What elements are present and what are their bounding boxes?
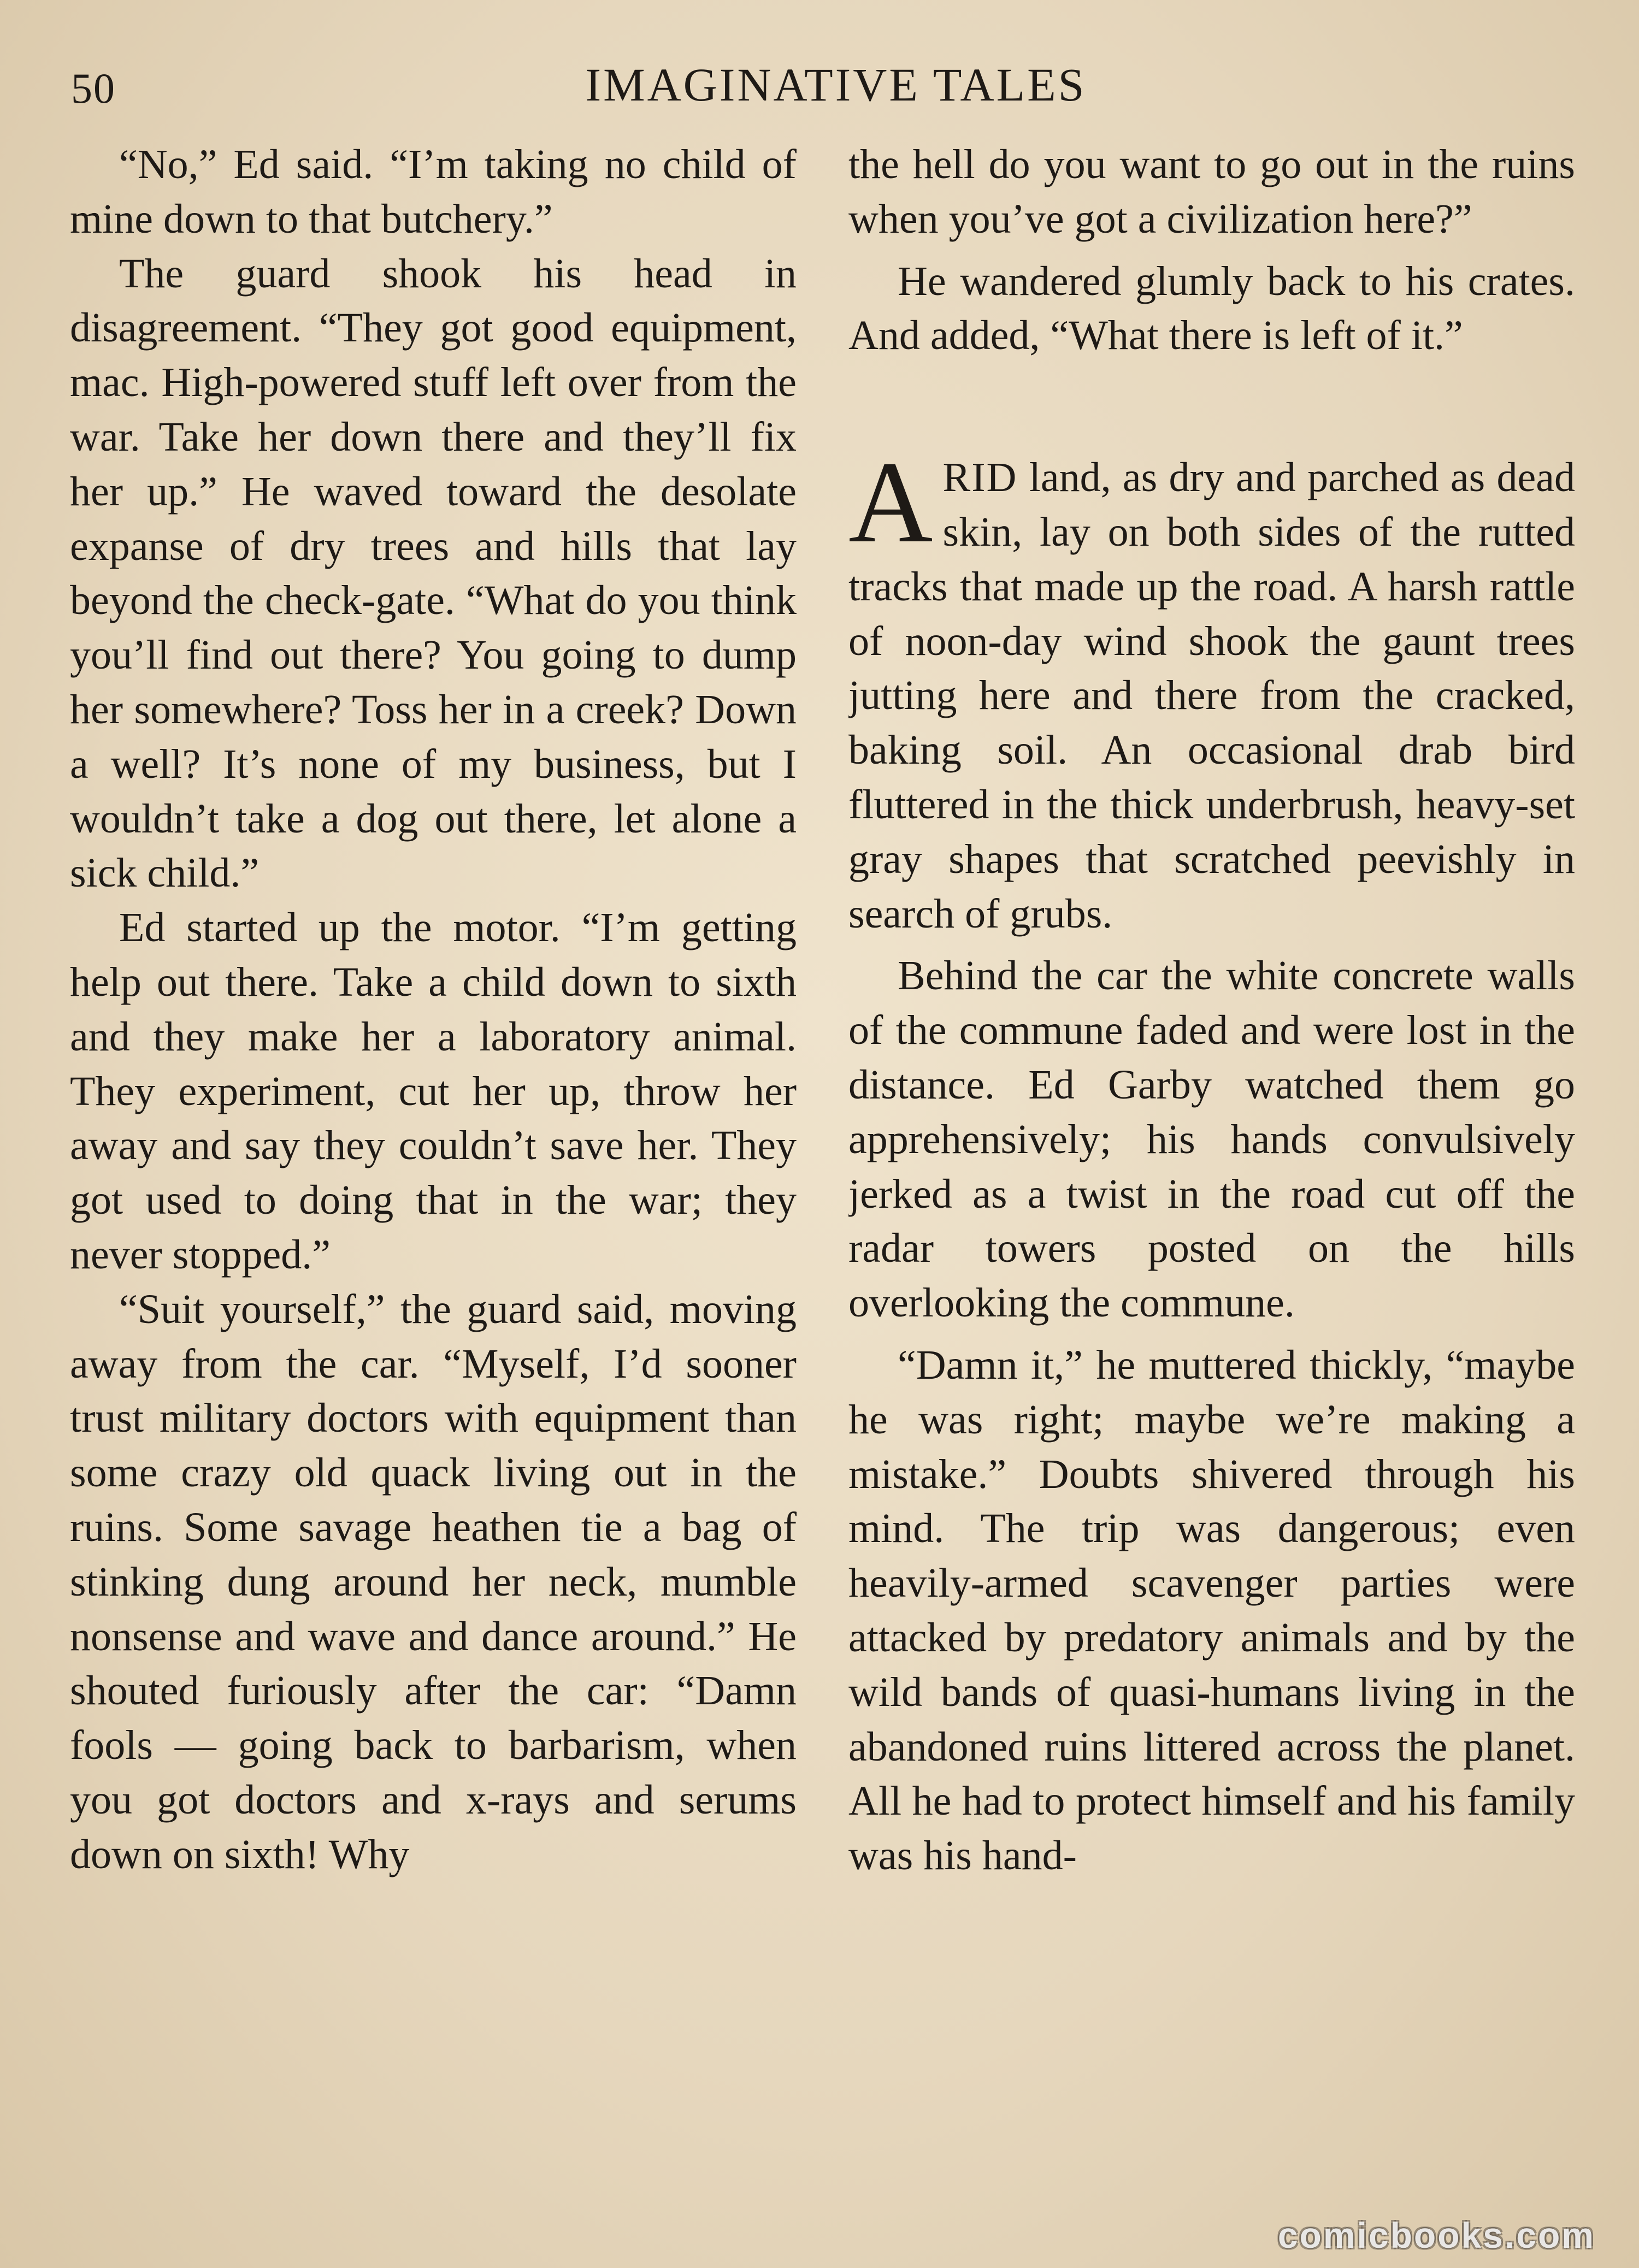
drop-cap: A [848,438,933,568]
paragraph: Behind the car the white concrete walls of the commune faded and were lost in the distance. Ed Garby watched them go apprehensively; his hands convulsively jerked as a twist in the road cut off the radar towers posted on the hills overlooking the commune. [848,953,1575,1326]
running-title: IMAGINATIVE TALES [585,58,1087,111]
paragraph: He wandered glumly back to his crates. And added, “What there is left of it.” [848,258,1575,359]
paragraph: Ed started up the motor. “I’m getting help out there. Take a child down to sixth and they make her a laboratory animal. They experiment, cut her up, throw her away and say they couldn’t save her. They got used to doing that in the war; they never stopped.” [70,905,797,1278]
page-header [71,57,1568,117]
opening-caps: RID [942,454,1018,501]
paragraph: “No,” Ed said. “I’m taking no child of mine down to that butchery.” [70,141,797,242]
paragraph-continued: the hell do you want to go out in the ruins when you’ve got a civilization here?” [848,141,1575,242]
paragraph: “Suit yourself,” the guard said, moving away from the car. “Myself, I’d sooner trust military doctors with equipment than some crazy old quack living out in the ruins. Some savage heathen tie a bag of stinking dung around her neck, mumble nonsense and wave and dance around.” He shouted furiously after the car: “Damn fools — going back to barbarism, when you got doctors and x-rays and serums down on sixth! Why [70,1286,797,1877]
page-number: 50 [71,64,116,112]
left-column [70,138,797,2202]
site-watermark: comicbooks.com [1277,2215,1595,2255]
section-opening-paragraph [848,438,1575,941]
paragraph: The guard shook his head in disagreement. “They got good equipment, mac. High-powered stuff left over from the war. Take her down there and they’ll fix her up.” He waved toward the desolate expanse of dry trees and hills that lay beyond the check-gate. “What do you think you’ll find out there? You going to dump her somewhere? Toss her in a creek? Down a well? It’s none of my business, but I wouldn’t take a dog out there, let alone a sick child.” [70,250,797,896]
right-column [848,138,1575,2202]
opening-text: land, as dry and parched as dead skin, lay on both sides of the rutted tracks that made up the road. A harsh rattle of noon-day wind shook the gaunt trees jutting here and there from the cracked, baking soil. An occasional drab bird fluttered in the thick underbrush, heavy-set gray shapes that scratched peevishly in search of grubs. [848,454,1575,937]
paragraph: “Damn it,” he muttered thickly, “maybe he was right; maybe we’re making a mistake.” Doubts shivered through his mind. The trip was dangerous; even heavily-armed scavenger parties were attacked by predatory animals and by the wild bands of quasi-humans living in the abandoned ruins littered across the planet. All he had to protect himself and his family was his hand- [848,1342,1575,1879]
